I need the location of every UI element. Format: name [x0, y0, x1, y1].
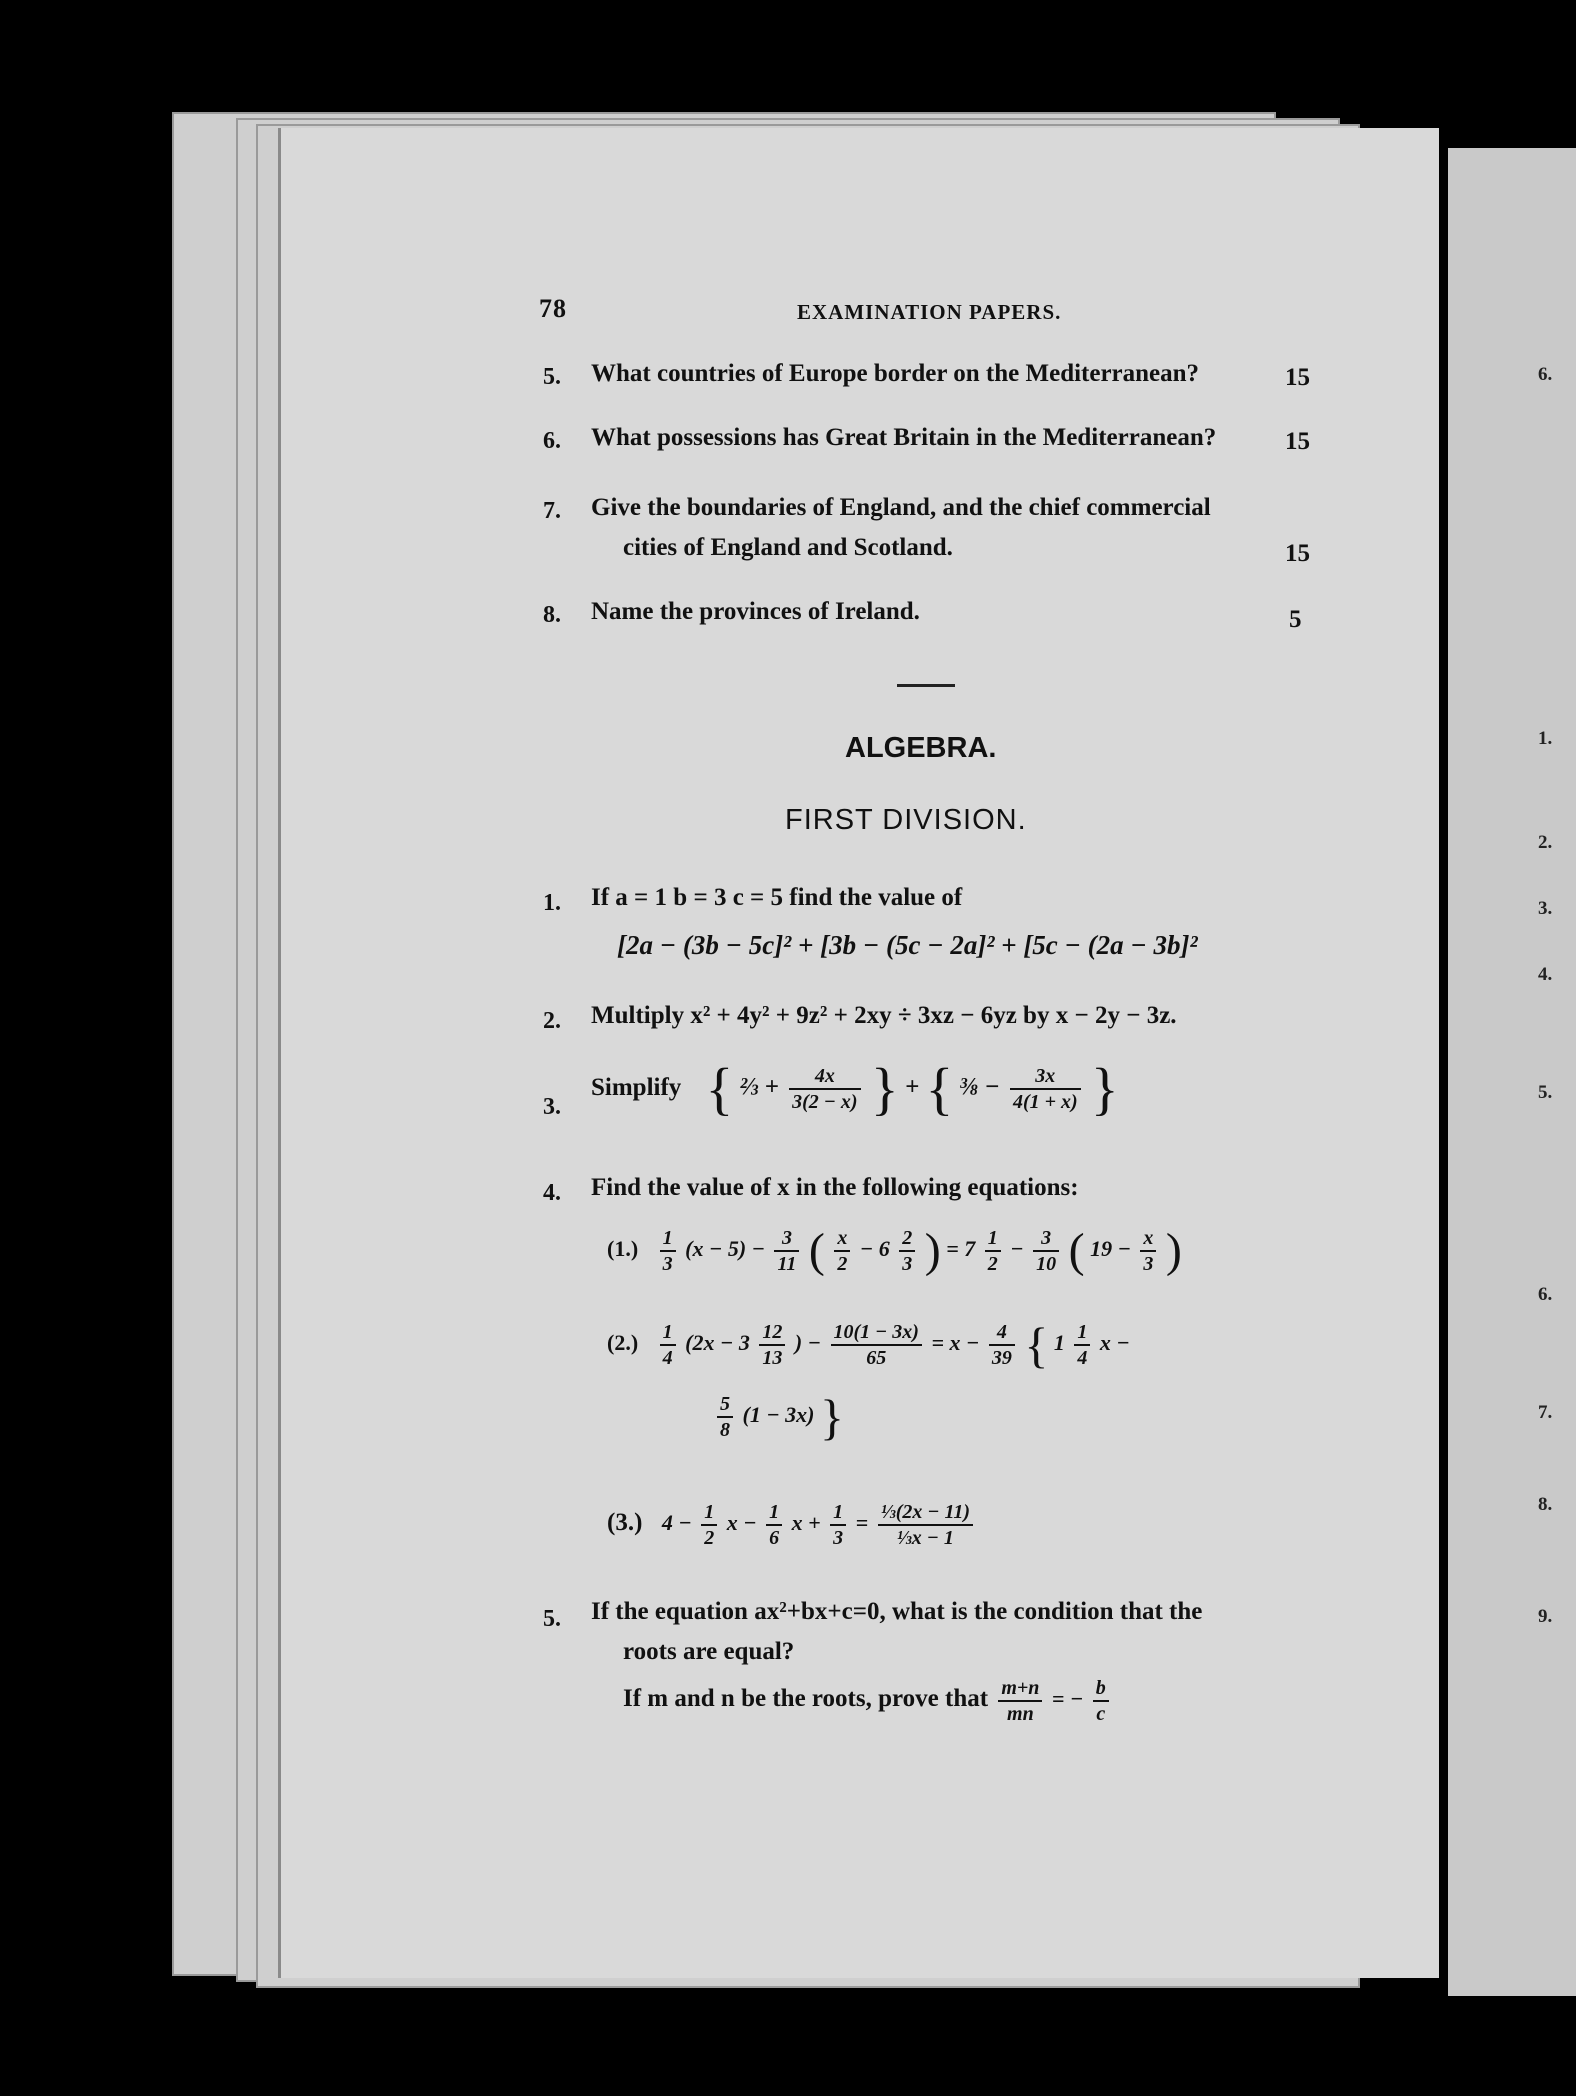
page-number: 78 — [539, 294, 567, 323]
math-expression: [2a − (3b − 5c]² + [3b − (5c − 2a]² + [5c − (2a − 3b]² — [617, 930, 1198, 960]
question-text-continued: roots are equal? — [623, 1638, 795, 1665]
fraction: $\frac{3x}{4(1 + x)}$ — [1010, 1064, 1081, 1114]
facing-marker: 6. — [1538, 1284, 1553, 1305]
question-text: What possessions has Great Britain in the Mediterranean? — [591, 424, 1217, 451]
question-text: What countries of Europe border on the Mediterranean? — [591, 360, 1200, 387]
section-title: ALGEBRA. — [845, 732, 997, 764]
right-brace: } — [870, 1056, 899, 1121]
facing-marker: 1. — [1538, 728, 1553, 749]
facing-marker: 2. — [1538, 832, 1553, 853]
question-text-continued: cities of England and Scotland. — [623, 534, 953, 561]
question-marks: 5 — [1289, 606, 1302, 633]
left-brace: { — [705, 1056, 734, 1121]
question-number: 3. — [543, 1094, 561, 1120]
running-title: EXAMINATION PAPERS. — [797, 300, 1062, 324]
term: ⅜ − — [959, 1073, 1000, 1101]
facing-marker: 3. — [1538, 898, 1553, 919]
question-text-continued: If m and n be the roots, prove that $\frac{m+n}{mn}$ = − $\frac{b}{c}$ — [623, 1676, 1113, 1726]
document-page — [278, 128, 1439, 1978]
fraction: $\frac{4x}{3(2 - x)}$ — [789, 1064, 860, 1114]
question-text: If the equation ax²+bx+c=0, what is the condition that the — [591, 1598, 1203, 1625]
question-number: 8. — [543, 602, 561, 628]
question-number: 4. — [543, 1180, 561, 1206]
math-expression — [591, 1056, 1119, 1121]
question-marks: 15 — [1285, 364, 1310, 391]
question-number: 2. — [543, 1008, 561, 1034]
operator: + — [904, 1073, 920, 1101]
facing-marker: 6. — [1538, 364, 1553, 385]
question-number: 1. — [543, 890, 561, 916]
question-text: Multiply x² + 4y² + 9z² + 2xy ÷ 3xz − 6yz by x − 2y − 3z. — [591, 1002, 1177, 1029]
facing-marker: 8. — [1538, 1494, 1553, 1515]
facing-marker: 4. — [1538, 964, 1553, 985]
question-marks: 15 — [1285, 428, 1310, 455]
equation-1: (1.) $\frac{1}{3}$ (x − 5) − $\frac{3}{11}$ ( $\frac{x}{2}$ − 6 $\frac{2}{3}$ ) = 7 $\frac{1}{2}$ − $\frac{3}{10}$ ( 19 − $\frac{x}{3}$ ) — [607, 1224, 1182, 1277]
right-brace: } — [1090, 1056, 1119, 1121]
section-divider — [897, 684, 955, 687]
question-number: 5. — [543, 364, 561, 390]
facing-page — [1448, 148, 1576, 1996]
equation-2-continued: $\frac{5}{8}$ (1 − 3x) } — [713, 1392, 844, 1442]
facing-marker: 7. — [1538, 1402, 1553, 1423]
equation-3: (3.) 4 − $\frac{1}{2}$ x − $\frac{1}{6}$ x + $\frac{1}{3}$ = $\frac{\text{⅓(2x − 11)}}{\text{⅓x − 1}}$ — [607, 1500, 977, 1550]
question-marks: 15 — [1285, 540, 1310, 567]
question-text: Find the value of x in the following equations: — [591, 1174, 1079, 1201]
question-text: Give the boundaries of England, and the chief commercial — [591, 494, 1211, 521]
question-number: 6. — [543, 428, 561, 454]
simplify-label: Simplify — [591, 1073, 682, 1101]
question-number: 7. — [543, 498, 561, 524]
question-text: If a = 1 b = 3 c = 5 find the value of — [591, 884, 963, 911]
equation-2: (2.) $\frac{1}{4}$ (2x − 3 $\frac{12}{13}$ ) − $\frac{10(1 - 3x)}{65}$ = x − $\frac{4}{39}$ { 1 $\frac{1}{4}$ x − — [607, 1317, 1130, 1373]
facing-marker: 9. — [1538, 1606, 1553, 1627]
term: ⅔ + — [739, 1073, 779, 1101]
left-brace: { — [925, 1056, 954, 1121]
question-number: 5. — [543, 1606, 561, 1632]
facing-marker: 5. — [1538, 1082, 1553, 1103]
section-subtitle: FIRST DIVISION. — [785, 804, 1027, 836]
question-text: Name the provinces of Ireland. — [591, 598, 920, 625]
